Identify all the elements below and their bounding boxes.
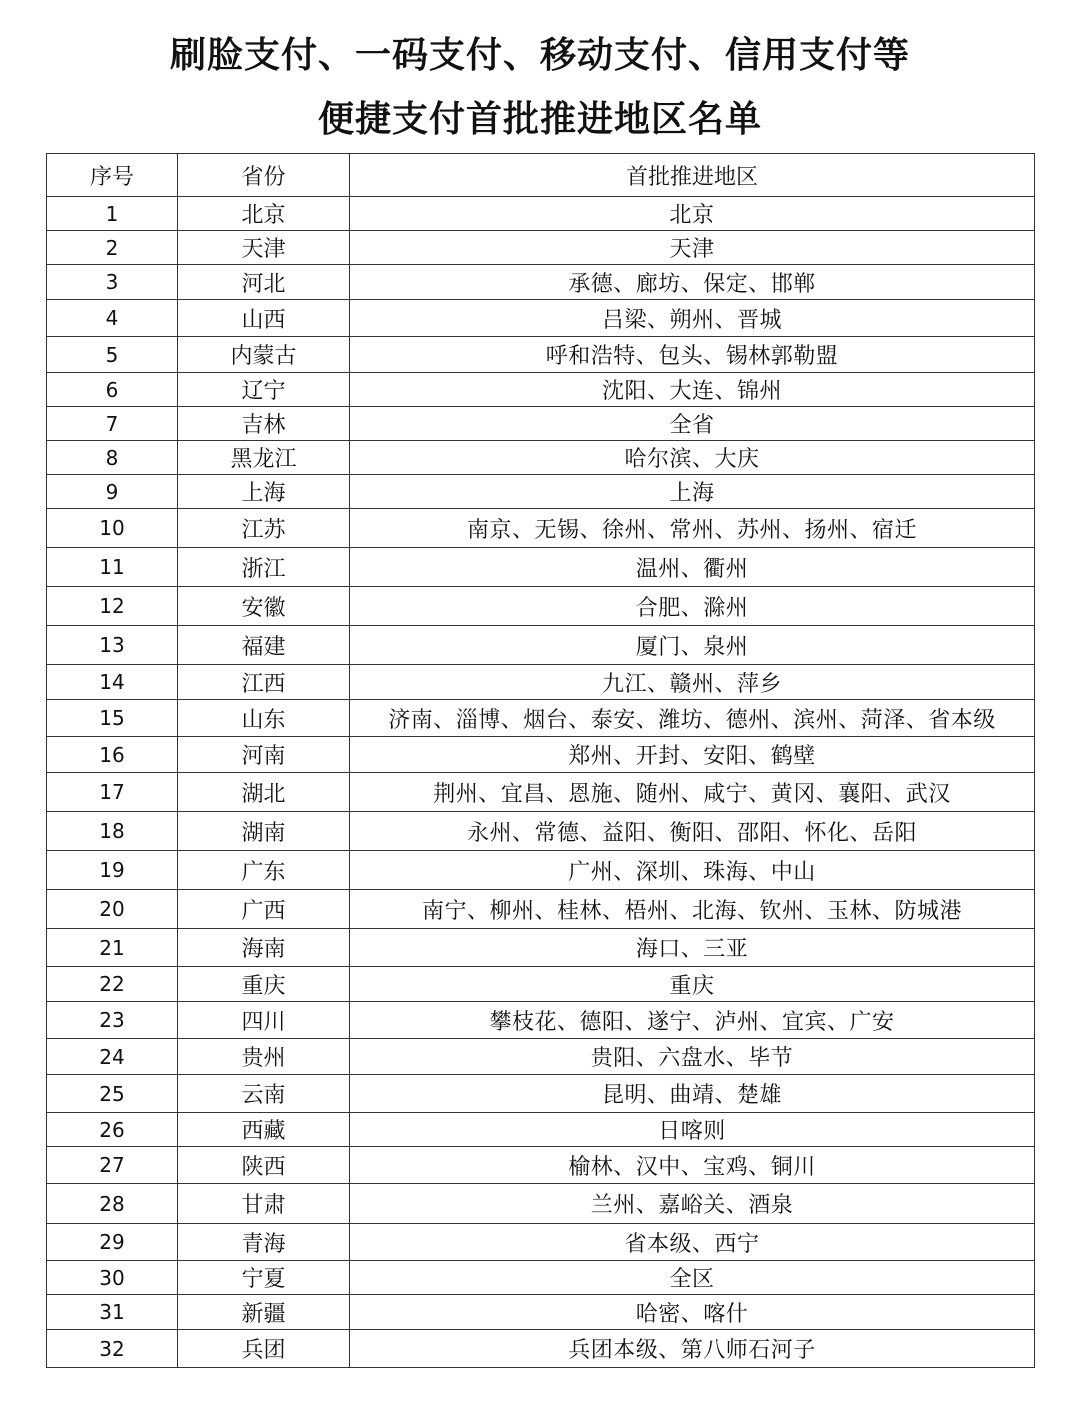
table-row (47, 700, 1035, 737)
table-row (47, 300, 1035, 337)
regions-table (46, 153, 1035, 1368)
cell-province: 西藏 (178, 1113, 350, 1147)
table-row (47, 851, 1035, 890)
cell-index: 20 (47, 890, 178, 929)
cell-regions: 哈密、喀什 (350, 1295, 1035, 1330)
cell-province: 内蒙古 (178, 337, 350, 373)
cell-index: 26 (47, 1113, 178, 1147)
table-row (47, 1075, 1035, 1113)
table-row (47, 587, 1035, 626)
cell-index: 19 (47, 851, 178, 890)
cell-index: 17 (47, 773, 178, 812)
table-row (47, 509, 1035, 548)
table-row (47, 1224, 1035, 1261)
table-row (47, 441, 1035, 475)
table-row (47, 773, 1035, 812)
cell-index: 24 (47, 1039, 178, 1075)
cell-province: 新疆 (178, 1295, 350, 1330)
table-row (47, 231, 1035, 265)
table-row (47, 626, 1035, 665)
cell-regions: 兵团本级、第八师石河子 (350, 1330, 1035, 1368)
cell-index: 16 (47, 737, 178, 773)
cell-regions: 攀枝花、德阳、遂宁、泸州、宜宾、广安 (350, 1002, 1035, 1039)
header-province: 省份 (178, 154, 350, 197)
table-row (47, 1147, 1035, 1184)
table-row (47, 890, 1035, 929)
cell-regions: 昆明、曲靖、楚雄 (350, 1075, 1035, 1113)
cell-regions: 南宁、柳州、桂林、梧州、北海、钦州、玉林、防城港 (350, 890, 1035, 929)
title-line-1: 刷脸支付、一码支付、移动支付、信用支付等 (169, 34, 910, 76)
cell-regions: 海口、三亚 (350, 929, 1035, 967)
cell-regions: 北京 (350, 197, 1035, 231)
table-row (47, 1330, 1035, 1368)
cell-province: 江苏 (178, 509, 350, 548)
cell-province: 湖南 (178, 812, 350, 851)
cell-province: 兵团 (178, 1330, 350, 1368)
table-row (47, 1261, 1035, 1295)
cell-province: 湖北 (178, 773, 350, 812)
cell-index: 28 (47, 1184, 178, 1224)
cell-province: 吉林 (178, 407, 350, 441)
cell-index: 29 (47, 1224, 178, 1261)
table-row (47, 1184, 1035, 1224)
cell-index: 8 (47, 441, 178, 475)
cell-index: 23 (47, 1002, 178, 1039)
cell-index: 1 (47, 197, 178, 231)
table-row (47, 407, 1035, 441)
cell-province: 河南 (178, 737, 350, 773)
cell-province: 甘肃 (178, 1184, 350, 1224)
cell-index: 11 (47, 548, 178, 587)
cell-regions: 广州、深圳、珠海、中山 (350, 851, 1035, 890)
cell-province: 云南 (178, 1075, 350, 1113)
cell-index: 4 (47, 300, 178, 337)
table-body (47, 197, 1035, 1368)
cell-province: 安徽 (178, 587, 350, 626)
cell-index: 30 (47, 1261, 178, 1295)
cell-index: 21 (47, 929, 178, 967)
cell-index: 9 (47, 475, 178, 509)
table-row (47, 265, 1035, 300)
cell-province: 陕西 (178, 1147, 350, 1184)
table-row (47, 475, 1035, 509)
cell-index: 2 (47, 231, 178, 265)
cell-regions: 省本级、西宁 (350, 1224, 1035, 1261)
cell-index: 25 (47, 1075, 178, 1113)
cell-regions: 兰州、嘉峪关、酒泉 (350, 1184, 1035, 1224)
cell-regions: 南京、无锡、徐州、常州、苏州、扬州、宿迁 (350, 509, 1035, 548)
cell-province: 北京 (178, 197, 350, 231)
cell-index: 15 (47, 700, 178, 737)
cell-index: 14 (47, 665, 178, 700)
cell-province: 河北 (178, 265, 350, 300)
cell-regions: 全省 (350, 407, 1035, 441)
cell-index: 18 (47, 812, 178, 851)
cell-index: 31 (47, 1295, 178, 1330)
cell-regions: 上海 (350, 475, 1035, 509)
cell-regions: 承德、廊坊、保定、邯郸 (350, 265, 1035, 300)
cell-index: 27 (47, 1147, 178, 1184)
cell-province: 海南 (178, 929, 350, 967)
cell-province: 辽宁 (178, 373, 350, 407)
cell-province: 天津 (178, 231, 350, 265)
cell-province: 重庆 (178, 967, 350, 1002)
cell-index: 32 (47, 1330, 178, 1368)
table-row (47, 1113, 1035, 1147)
cell-index: 12 (47, 587, 178, 626)
table-row (47, 337, 1035, 373)
table-row (47, 929, 1035, 967)
cell-index: 3 (47, 265, 178, 300)
cell-index: 5 (47, 337, 178, 373)
table-row (47, 665, 1035, 700)
cell-regions: 全区 (350, 1261, 1035, 1295)
table-row (47, 967, 1035, 1002)
cell-regions: 重庆 (350, 967, 1035, 1002)
table-row (47, 1295, 1035, 1330)
header-regions: 首批推进地区 (350, 154, 1035, 197)
table-row (47, 737, 1035, 773)
table-row (47, 548, 1035, 587)
cell-regions: 温州、衢州 (350, 548, 1035, 587)
cell-regions: 呼和浩特、包头、锡林郭勒盟 (350, 337, 1035, 373)
cell-regions: 吕梁、朔州、晋城 (350, 300, 1035, 337)
cell-regions: 天津 (350, 231, 1035, 265)
table-row (47, 1039, 1035, 1075)
table-row (47, 373, 1035, 407)
cell-regions: 厦门、泉州 (350, 626, 1035, 665)
table-header-row (47, 154, 1035, 197)
cell-regions: 永州、常德、益阳、衡阳、邵阳、怀化、岳阳 (350, 812, 1035, 851)
cell-regions: 济南、淄博、烟台、泰安、潍坊、德州、滨州、菏泽、省本级 (350, 700, 1035, 737)
cell-province: 福建 (178, 626, 350, 665)
cell-province: 贵州 (178, 1039, 350, 1075)
cell-index: 10 (47, 509, 178, 548)
cell-province: 山东 (178, 700, 350, 737)
cell-regions: 九江、赣州、萍乡 (350, 665, 1035, 700)
cell-province: 宁夏 (178, 1261, 350, 1295)
header-index: 序号 (47, 154, 178, 197)
cell-regions: 榆林、汉中、宝鸡、铜川 (350, 1147, 1035, 1184)
cell-province: 黑龙江 (178, 441, 350, 475)
cell-regions: 荆州、宜昌、恩施、随州、咸宁、黄冈、襄阳、武汉 (350, 773, 1035, 812)
cell-province: 山西 (178, 300, 350, 337)
table-row (47, 197, 1035, 231)
cell-regions: 贵阳、六盘水、毕节 (350, 1039, 1035, 1075)
cell-regions: 郑州、开封、安阳、鹤壁 (350, 737, 1035, 773)
cell-index: 13 (47, 626, 178, 665)
cell-regions: 合肥、滁州 (350, 587, 1035, 626)
cell-regions: 沈阳、大连、锦州 (350, 373, 1035, 407)
cell-province: 上海 (178, 475, 350, 509)
cell-province: 江西 (178, 665, 350, 700)
cell-index: 6 (47, 373, 178, 407)
cell-province: 广东 (178, 851, 350, 890)
cell-index: 7 (47, 407, 178, 441)
title-line-2: 便捷支付首批推进地区名单 (317, 98, 762, 140)
cell-province: 四川 (178, 1002, 350, 1039)
cell-province: 广西 (178, 890, 350, 929)
cell-regions: 日喀则 (350, 1113, 1035, 1147)
cell-index: 22 (47, 967, 178, 1002)
table-row (47, 1002, 1035, 1039)
cell-province: 浙江 (178, 548, 350, 587)
cell-province: 青海 (178, 1224, 350, 1261)
table-row (47, 812, 1035, 851)
cell-regions: 哈尔滨、大庆 (350, 441, 1035, 475)
